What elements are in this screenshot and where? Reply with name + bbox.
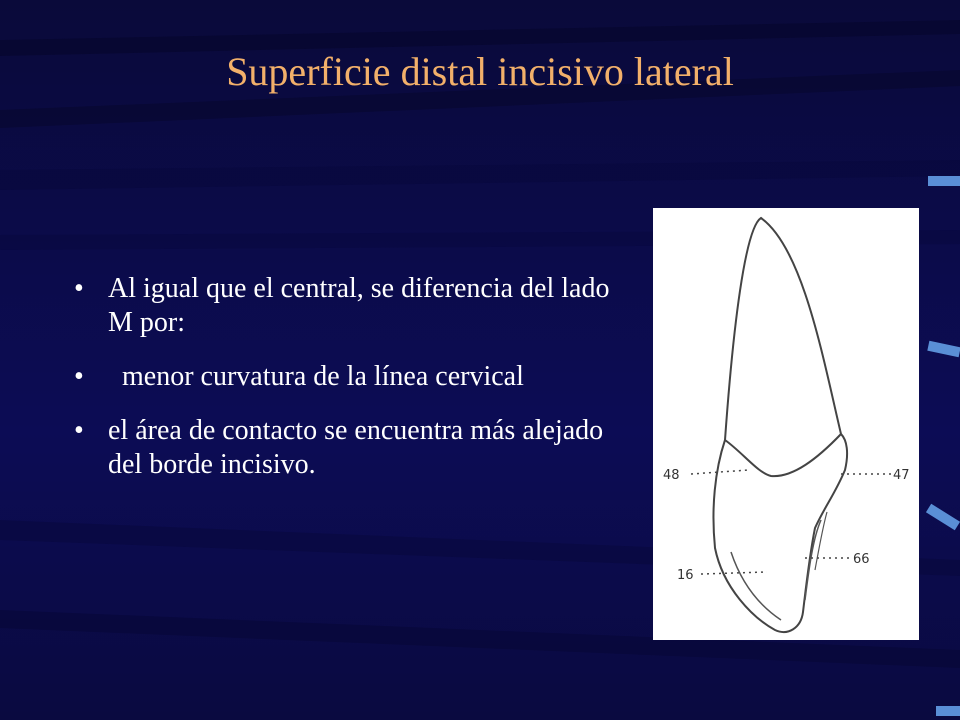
cervical-line (725, 434, 841, 476)
bullet-text: menor curvatura de la línea cervical (108, 361, 524, 392)
bullet-dot: • (74, 273, 84, 304)
accent-bar (928, 176, 960, 186)
measure-line-16 (701, 572, 767, 574)
bullet-item (74, 360, 614, 394)
tooth-illustration (653, 208, 919, 640)
bullet-dot: • (74, 415, 84, 446)
label-48: 48 (663, 468, 680, 483)
label-66: 66 (853, 552, 870, 567)
bullet-text: Al igual que el central, se diferencia del lado M por: (108, 273, 610, 338)
measure-line-48 (691, 470, 749, 474)
label-16: 16 (677, 568, 694, 583)
tooth-drawing (653, 208, 919, 640)
label-47: 47 (893, 468, 910, 483)
root-inner-line (731, 552, 781, 620)
bullet-item (74, 414, 614, 482)
accent-bar (936, 706, 960, 716)
bullet-item (74, 272, 614, 340)
root-groove (805, 520, 821, 600)
bullet-dot: • (74, 361, 84, 392)
tooth-outline (713, 218, 847, 632)
slide-title: Superficie distal incisivo lateral (226, 49, 734, 94)
bullet-list (74, 272, 614, 502)
bullet-text: el área de contacto se encuentra más alejado del borde incisivo. (108, 415, 604, 480)
